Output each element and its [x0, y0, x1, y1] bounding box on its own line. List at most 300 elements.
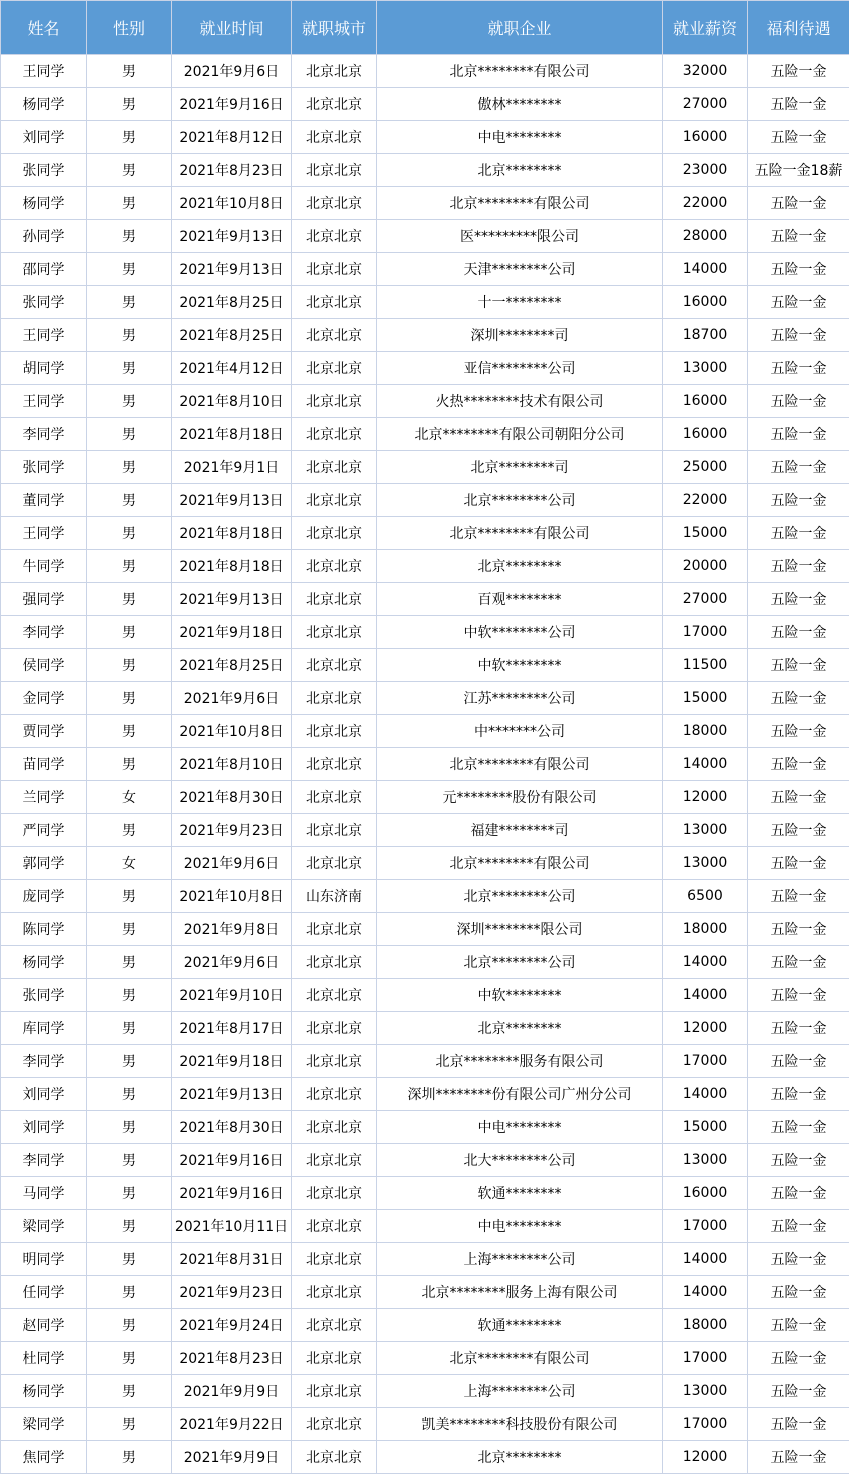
cell-name: 明同学	[1, 1243, 87, 1276]
cell-employment-date: 2021年10月8日	[172, 880, 292, 913]
table-row	[1, 187, 849, 220]
table-row	[1, 220, 849, 253]
cell-company: 北京********服务上海有限公司	[377, 1276, 663, 1309]
cell-salary: 12000	[663, 781, 748, 814]
table-row	[1, 1375, 849, 1408]
table-row	[1, 550, 849, 583]
cell-city: 北京北京	[292, 1441, 377, 1474]
cell-name: 梁同学	[1, 1408, 87, 1441]
cell-employment-date: 2021年8月12日	[172, 121, 292, 154]
table-row	[1, 154, 849, 187]
cell-gender: 男	[87, 814, 172, 847]
cell-employment-date: 2021年9月16日	[172, 1177, 292, 1210]
cell-benefits: 五险一金	[748, 913, 849, 946]
cell-salary: 16000	[663, 121, 748, 154]
cell-company: 中电********	[377, 1210, 663, 1243]
cell-gender: 男	[87, 121, 172, 154]
table-row	[1, 1045, 849, 1078]
cell-employment-date: 2021年9月13日	[172, 1078, 292, 1111]
cell-company: 北京********公司	[377, 946, 663, 979]
cell-city: 北京北京	[292, 385, 377, 418]
cell-benefits: 五险一金	[748, 715, 849, 748]
cell-benefits: 五险一金	[748, 847, 849, 880]
cell-benefits: 五险一金	[748, 1243, 849, 1276]
cell-gender: 男	[87, 1045, 172, 1078]
cell-company: 百观********	[377, 583, 663, 616]
cell-city: 北京北京	[292, 1408, 377, 1441]
cell-employment-date: 2021年9月6日	[172, 847, 292, 880]
cell-employment-date: 2021年8月25日	[172, 319, 292, 352]
cell-company: 软通********	[377, 1309, 663, 1342]
cell-city: 北京北京	[292, 88, 377, 121]
table-row	[1, 319, 849, 352]
cell-city: 北京北京	[292, 286, 377, 319]
table-row	[1, 880, 849, 913]
cell-benefits: 五险一金	[748, 253, 849, 286]
table-row	[1, 385, 849, 418]
cell-name: 杨同学	[1, 187, 87, 220]
cell-gender: 男	[87, 1276, 172, 1309]
cell-city: 北京北京	[292, 517, 377, 550]
table-row	[1, 451, 849, 484]
cell-name: 李同学	[1, 1045, 87, 1078]
cell-city: 北京北京	[292, 1309, 377, 1342]
cell-salary: 13000	[663, 847, 748, 880]
cell-benefits: 五险一金	[748, 1375, 849, 1408]
cell-benefits: 五险一金	[748, 1276, 849, 1309]
cell-benefits: 五险一金	[748, 649, 849, 682]
cell-benefits: 五险一金	[748, 484, 849, 517]
cell-salary: 17000	[663, 1045, 748, 1078]
cell-city: 北京北京	[292, 1210, 377, 1243]
cell-name: 李同学	[1, 418, 87, 451]
cell-city: 北京北京	[292, 484, 377, 517]
cell-city: 北京北京	[292, 1243, 377, 1276]
cell-gender: 男	[87, 187, 172, 220]
table-row	[1, 1012, 849, 1045]
table-row	[1, 286, 849, 319]
cell-employment-date: 2021年9月1日	[172, 451, 292, 484]
cell-gender: 男	[87, 1342, 172, 1375]
cell-benefits: 五险一金	[748, 220, 849, 253]
cell-company: 十一********	[377, 286, 663, 319]
cell-employment-date: 2021年8月30日	[172, 781, 292, 814]
cell-benefits: 五险一金	[748, 583, 849, 616]
cell-name: 杨同学	[1, 1375, 87, 1408]
cell-salary: 16000	[663, 418, 748, 451]
cell-benefits: 五险一金	[748, 88, 849, 121]
cell-employment-date: 2021年8月25日	[172, 286, 292, 319]
cell-name: 王同学	[1, 385, 87, 418]
cell-salary: 12000	[663, 1441, 748, 1474]
table-row	[1, 979, 849, 1012]
cell-city: 北京北京	[292, 1045, 377, 1078]
cell-name: 严同学	[1, 814, 87, 847]
cell-company: 深圳********份有限公司广州分公司	[377, 1078, 663, 1111]
cell-city: 北京北京	[292, 583, 377, 616]
cell-gender: 男	[87, 154, 172, 187]
cell-benefits: 五险一金	[748, 121, 849, 154]
table-row	[1, 1408, 849, 1441]
cell-salary: 13000	[663, 1375, 748, 1408]
table-row	[1, 814, 849, 847]
table-row	[1, 121, 849, 154]
cell-employment-date: 2021年10月8日	[172, 715, 292, 748]
cell-benefits: 五险一金	[748, 1210, 849, 1243]
cell-salary: 16000	[663, 286, 748, 319]
cell-salary: 15000	[663, 1111, 748, 1144]
cell-company: 北京********有限公司	[377, 517, 663, 550]
cell-employment-date: 2021年9月13日	[172, 220, 292, 253]
cell-gender: 男	[87, 88, 172, 121]
header-benefits: 福利待遇	[748, 1, 849, 55]
cell-employment-date: 2021年8月17日	[172, 1012, 292, 1045]
cell-benefits: 五险一金	[748, 1177, 849, 1210]
cell-employment-date: 2021年9月13日	[172, 253, 292, 286]
cell-name: 张同学	[1, 979, 87, 1012]
cell-salary: 22000	[663, 187, 748, 220]
cell-name: 梁同学	[1, 1210, 87, 1243]
cell-benefits: 五险一金	[748, 319, 849, 352]
cell-salary: 14000	[663, 748, 748, 781]
cell-salary: 13000	[663, 1144, 748, 1177]
cell-employment-date: 2021年8月23日	[172, 1342, 292, 1375]
cell-employment-date: 2021年9月16日	[172, 1144, 292, 1177]
cell-salary: 14000	[663, 253, 748, 286]
cell-gender: 男	[87, 550, 172, 583]
cell-name: 王同学	[1, 517, 87, 550]
cell-gender: 男	[87, 583, 172, 616]
cell-employment-date: 2021年9月23日	[172, 814, 292, 847]
cell-company: 北京********服务有限公司	[377, 1045, 663, 1078]
table-row	[1, 1441, 849, 1474]
cell-gender: 男	[87, 682, 172, 715]
cell-name: 陈同学	[1, 913, 87, 946]
table-row	[1, 583, 849, 616]
cell-company: 中软********	[377, 649, 663, 682]
cell-city: 北京北京	[292, 55, 377, 88]
cell-salary: 18700	[663, 319, 748, 352]
cell-salary: 6500	[663, 880, 748, 913]
cell-city: 北京北京	[292, 1177, 377, 1210]
table-row	[1, 682, 849, 715]
cell-salary: 28000	[663, 220, 748, 253]
cell-company: 北大********公司	[377, 1144, 663, 1177]
cell-gender: 男	[87, 352, 172, 385]
cell-benefits: 五险一金	[748, 550, 849, 583]
cell-employment-date: 2021年8月10日	[172, 385, 292, 418]
table-row	[1, 1210, 849, 1243]
table-row	[1, 781, 849, 814]
cell-employment-date: 2021年8月25日	[172, 649, 292, 682]
cell-city: 北京北京	[292, 253, 377, 286]
header-employment-date: 就业时间	[172, 1, 292, 55]
header-gender: 性别	[87, 1, 172, 55]
cell-salary: 15000	[663, 682, 748, 715]
cell-gender: 男	[87, 880, 172, 913]
cell-name: 库同学	[1, 1012, 87, 1045]
cell-city: 北京北京	[292, 946, 377, 979]
cell-employment-date: 2021年9月16日	[172, 88, 292, 121]
cell-gender: 男	[87, 418, 172, 451]
cell-name: 李同学	[1, 1144, 87, 1177]
cell-gender: 男	[87, 913, 172, 946]
header-row	[1, 1, 849, 55]
cell-salary: 16000	[663, 1177, 748, 1210]
cell-company: 中电********	[377, 1111, 663, 1144]
cell-benefits: 五险一金	[748, 517, 849, 550]
cell-salary: 16000	[663, 385, 748, 418]
table-row	[1, 946, 849, 979]
cell-gender: 男	[87, 748, 172, 781]
cell-gender: 男	[87, 319, 172, 352]
cell-salary: 18000	[663, 913, 748, 946]
cell-gender: 男	[87, 220, 172, 253]
cell-employment-date: 2021年8月31日	[172, 1243, 292, 1276]
cell-employment-date: 2021年9月6日	[172, 682, 292, 715]
cell-benefits: 五险一金	[748, 781, 849, 814]
cell-salary: 14000	[663, 1078, 748, 1111]
cell-gender: 男	[87, 1177, 172, 1210]
cell-gender: 男	[87, 1309, 172, 1342]
cell-name: 郭同学	[1, 847, 87, 880]
header-name: 姓名	[1, 1, 87, 55]
cell-name: 金同学	[1, 682, 87, 715]
table-row	[1, 517, 849, 550]
cell-city: 北京北京	[292, 352, 377, 385]
cell-gender: 女	[87, 781, 172, 814]
cell-name: 张同学	[1, 154, 87, 187]
cell-name: 刘同学	[1, 1078, 87, 1111]
cell-company: 北京********有限公司	[377, 748, 663, 781]
table-row	[1, 715, 849, 748]
cell-employment-date: 2021年4月12日	[172, 352, 292, 385]
cell-salary: 12000	[663, 1012, 748, 1045]
header-city: 就职城市	[292, 1, 377, 55]
cell-city: 山东济南	[292, 880, 377, 913]
cell-benefits: 五险一金	[748, 979, 849, 1012]
cell-city: 北京北京	[292, 979, 377, 1012]
table-row	[1, 352, 849, 385]
cell-company: 北京********	[377, 1441, 663, 1474]
cell-gender: 男	[87, 55, 172, 88]
cell-gender: 男	[87, 484, 172, 517]
cell-benefits: 五险一金	[748, 1309, 849, 1342]
table-row	[1, 847, 849, 880]
cell-employment-date: 2021年9月22日	[172, 1408, 292, 1441]
cell-city: 北京北京	[292, 1375, 377, 1408]
cell-company: 上海********公司	[377, 1243, 663, 1276]
cell-benefits: 五险一金	[748, 1144, 849, 1177]
cell-company: 凯美********科技股份有限公司	[377, 1408, 663, 1441]
cell-employment-date: 2021年8月10日	[172, 748, 292, 781]
cell-city: 北京北京	[292, 1144, 377, 1177]
cell-benefits: 五险一金	[748, 1441, 849, 1474]
cell-city: 北京北京	[292, 682, 377, 715]
cell-company: 傲林********	[377, 88, 663, 121]
header-company: 就职企业	[377, 1, 663, 55]
table-row	[1, 616, 849, 649]
cell-company: 中*******公司	[377, 715, 663, 748]
cell-city: 北京北京	[292, 550, 377, 583]
cell-gender: 男	[87, 616, 172, 649]
cell-city: 北京北京	[292, 1012, 377, 1045]
cell-name: 刘同学	[1, 121, 87, 154]
cell-company: 软通********	[377, 1177, 663, 1210]
cell-gender: 男	[87, 253, 172, 286]
cell-name: 董同学	[1, 484, 87, 517]
cell-city: 北京北京	[292, 748, 377, 781]
cell-company: 深圳********司	[377, 319, 663, 352]
cell-company: 医*********限公司	[377, 220, 663, 253]
cell-name: 张同学	[1, 451, 87, 484]
table-row	[1, 1342, 849, 1375]
cell-salary: 14000	[663, 1276, 748, 1309]
cell-gender: 男	[87, 286, 172, 319]
cell-city: 北京北京	[292, 451, 377, 484]
cell-benefits: 五险一金	[748, 748, 849, 781]
cell-salary: 25000	[663, 451, 748, 484]
cell-company: 江苏********公司	[377, 682, 663, 715]
cell-gender: 男	[87, 517, 172, 550]
cell-benefits: 五险一金18薪	[748, 154, 849, 187]
cell-gender: 男	[87, 451, 172, 484]
table-row	[1, 1177, 849, 1210]
cell-name: 张同学	[1, 286, 87, 319]
cell-salary: 13000	[663, 352, 748, 385]
cell-employment-date: 2021年9月13日	[172, 484, 292, 517]
cell-company: 北京********	[377, 154, 663, 187]
cell-employment-date: 2021年9月10日	[172, 979, 292, 1012]
table-row	[1, 55, 849, 88]
cell-salary: 14000	[663, 1243, 748, 1276]
table-row	[1, 649, 849, 682]
cell-salary: 17000	[663, 616, 748, 649]
cell-company: 福建********司	[377, 814, 663, 847]
cell-employment-date: 2021年9月18日	[172, 1045, 292, 1078]
cell-benefits: 五险一金	[748, 1078, 849, 1111]
cell-benefits: 五险一金	[748, 682, 849, 715]
cell-city: 北京北京	[292, 649, 377, 682]
cell-city: 北京北京	[292, 319, 377, 352]
cell-benefits: 五险一金	[748, 55, 849, 88]
cell-employment-date: 2021年9月8日	[172, 913, 292, 946]
cell-name: 兰同学	[1, 781, 87, 814]
cell-employment-date: 2021年9月9日	[172, 1441, 292, 1474]
cell-employment-date: 2021年10月8日	[172, 187, 292, 220]
cell-employment-date: 2021年9月9日	[172, 1375, 292, 1408]
cell-salary: 17000	[663, 1210, 748, 1243]
cell-gender: 男	[87, 1078, 172, 1111]
cell-company: 中电********	[377, 121, 663, 154]
cell-gender: 男	[87, 1012, 172, 1045]
cell-name: 焦同学	[1, 1441, 87, 1474]
cell-employment-date: 2021年9月24日	[172, 1309, 292, 1342]
cell-city: 北京北京	[292, 1078, 377, 1111]
cell-gender: 男	[87, 1408, 172, 1441]
cell-company: 北京********司	[377, 451, 663, 484]
cell-company: 北京********有限公司	[377, 55, 663, 88]
cell-gender: 男	[87, 1441, 172, 1474]
cell-gender: 男	[87, 1210, 172, 1243]
cell-gender: 男	[87, 649, 172, 682]
cell-name: 赵同学	[1, 1309, 87, 1342]
cell-gender: 男	[87, 946, 172, 979]
cell-name: 贾同学	[1, 715, 87, 748]
cell-company: 火热********技术有限公司	[377, 385, 663, 418]
cell-city: 北京北京	[292, 715, 377, 748]
cell-name: 胡同学	[1, 352, 87, 385]
cell-employment-date: 2021年9月23日	[172, 1276, 292, 1309]
cell-company: 北京********公司	[377, 484, 663, 517]
cell-benefits: 五险一金	[748, 1045, 849, 1078]
cell-benefits: 五险一金	[748, 1111, 849, 1144]
cell-gender: 女	[87, 847, 172, 880]
cell-gender: 男	[87, 1111, 172, 1144]
cell-name: 苗同学	[1, 748, 87, 781]
cell-salary: 14000	[663, 946, 748, 979]
cell-company: 北京********有限公司朝阳分公司	[377, 418, 663, 451]
cell-employment-date: 2021年9月18日	[172, 616, 292, 649]
cell-company: 北京********有限公司	[377, 187, 663, 220]
table-body	[1, 55, 849, 1474]
header-salary: 就业薪资	[663, 1, 748, 55]
cell-name: 任同学	[1, 1276, 87, 1309]
cell-employment-date: 2021年8月18日	[172, 517, 292, 550]
cell-gender: 男	[87, 1243, 172, 1276]
cell-salary: 13000	[663, 814, 748, 847]
cell-employment-date: 2021年8月18日	[172, 550, 292, 583]
cell-company: 北京********	[377, 550, 663, 583]
cell-city: 北京北京	[292, 847, 377, 880]
cell-gender: 男	[87, 1375, 172, 1408]
cell-benefits: 五险一金	[748, 616, 849, 649]
cell-salary: 18000	[663, 1309, 748, 1342]
cell-name: 庞同学	[1, 880, 87, 913]
cell-name: 杜同学	[1, 1342, 87, 1375]
cell-gender: 男	[87, 715, 172, 748]
cell-employment-date: 2021年9月6日	[172, 946, 292, 979]
cell-name: 李同学	[1, 616, 87, 649]
table-row	[1, 418, 849, 451]
cell-employment-date: 2021年8月18日	[172, 418, 292, 451]
cell-salary: 17000	[663, 1342, 748, 1375]
cell-company: 中软********公司	[377, 616, 663, 649]
cell-salary: 17000	[663, 1408, 748, 1441]
table-row	[1, 1309, 849, 1342]
cell-gender: 男	[87, 385, 172, 418]
cell-salary: 18000	[663, 715, 748, 748]
cell-city: 北京北京	[292, 781, 377, 814]
cell-company: 中软********	[377, 979, 663, 1012]
cell-city: 北京北京	[292, 121, 377, 154]
cell-city: 北京北京	[292, 220, 377, 253]
cell-company: 亚信********公司	[377, 352, 663, 385]
cell-name: 牛同学	[1, 550, 87, 583]
cell-benefits: 五险一金	[748, 880, 849, 913]
cell-salary: 27000	[663, 88, 748, 121]
cell-employment-date: 2021年9月6日	[172, 55, 292, 88]
cell-name: 强同学	[1, 583, 87, 616]
table-row	[1, 913, 849, 946]
cell-salary: 14000	[663, 979, 748, 1012]
cell-salary: 15000	[663, 517, 748, 550]
cell-benefits: 五险一金	[748, 1012, 849, 1045]
cell-salary: 11500	[663, 649, 748, 682]
cell-salary: 27000	[663, 583, 748, 616]
table-row	[1, 1111, 849, 1144]
table-row	[1, 88, 849, 121]
